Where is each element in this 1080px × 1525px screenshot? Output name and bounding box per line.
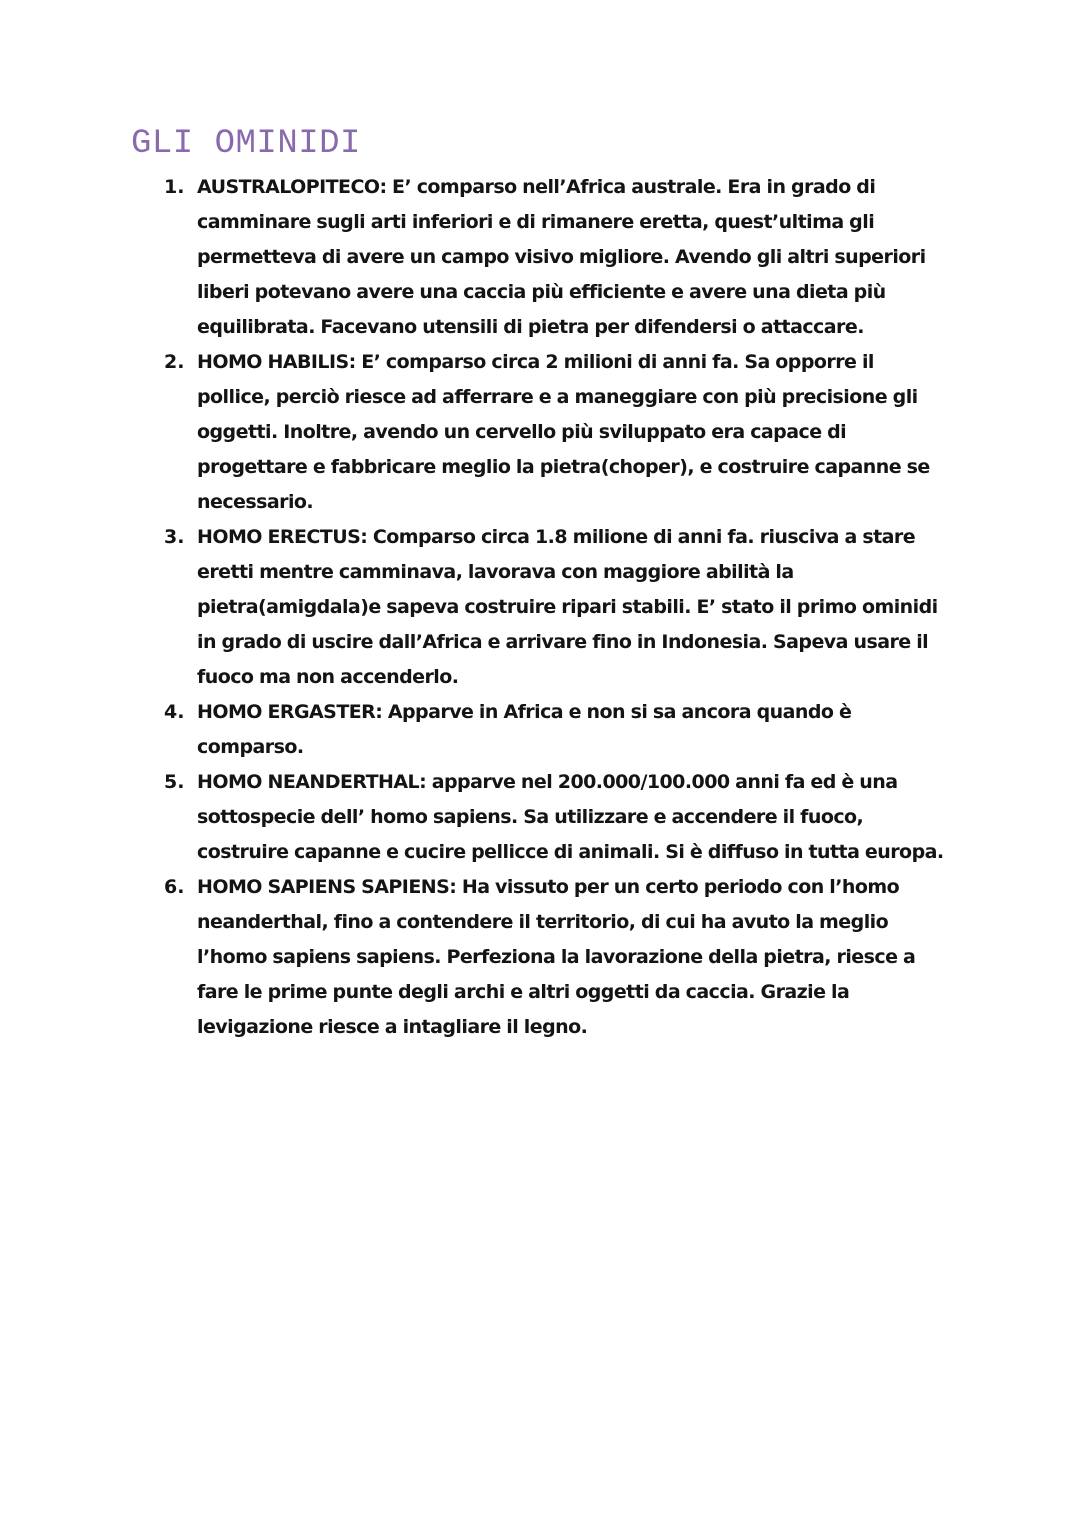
list-item-homo-sapiens-sapiens [160,870,950,1045]
item-number: 3. [164,526,185,548]
item-number: 2. [164,351,185,373]
item-number: 1. [164,176,185,198]
item-number: 6. [164,876,185,898]
item-text: HOMO HABILIS: E’ comparso circa 2 milioni di anni fa. Sa opporre il pollice, perciò riesce ad afferrare e a maneggiare con più precisione gli oggetti. Inoltre, avendo un cervello più sviluppato era capace di progettare e fabbricare meglio la pietra(choper), e costruire capanne se necessario. [197,351,930,513]
list-item-homo-habilis [160,345,950,520]
item-text: AUSTRALOPITECO: E’ comparso nell’Africa australe. Era in grado di camminare sugli arti inferiori e di rimanere eretta, quest’ultima gli permetteva di avere un campo visivo migliore. Avendo gli altri superiori liberi potevano avere una caccia più efficiente e avere una dieta più equilibrata. Facevano utensili di pietra per difendersi o attaccare. [197,176,926,338]
list-item-australopiteco [160,170,950,345]
item-text: HOMO ERECTUS: Comparso circa 1.8 milione di anni fa. riusciva a stare eretti mentre camminava, lavorava con maggiore abilità la pietra(amigdala)e sapeva costruire ripari stabili. E’ stato il primo ominidi in grado di uscire dall’Africa e arrivare fino in Indonesia. Sapeva usare il fuoco ma non accenderlo. [197,526,938,688]
item-text: HOMO SAPIENS SAPIENS: Ha vissuto per un certo periodo con l’homo neanderthal, fino a contendere il territorio, di cui ha avuto la meglio l’homo sapiens sapiens. Perfeziona la lavorazione della pietra, riesce a fare le prime punte degli archi e altri oggetti da caccia. Grazie la levigazione riesce a intagliare il legno. [197,876,916,1038]
item-number: 4. [164,701,185,723]
item-text: HOMO NEANDERTHAL: apparve nel 200.000/100.000 anni fa ed è una sottospecie dell’ homo sapiens. Sa utilizzare e accendere il fuoco, costruire capanne e cucire pellicce di animali. Si è diffuso in tutta europa. [197,771,944,863]
item-text: HOMO ERGASTER: Apparve in Africa e non si sa ancora quando è comparso. [197,701,852,758]
list-item-homo-ergaster [160,695,950,765]
page-title: GLI OMINIDI [131,125,361,163]
list-item-homo-erectus [160,520,950,695]
list-item-homo-neanderthal [160,765,950,870]
hominid-list [160,170,950,1045]
item-number: 5. [164,771,185,793]
